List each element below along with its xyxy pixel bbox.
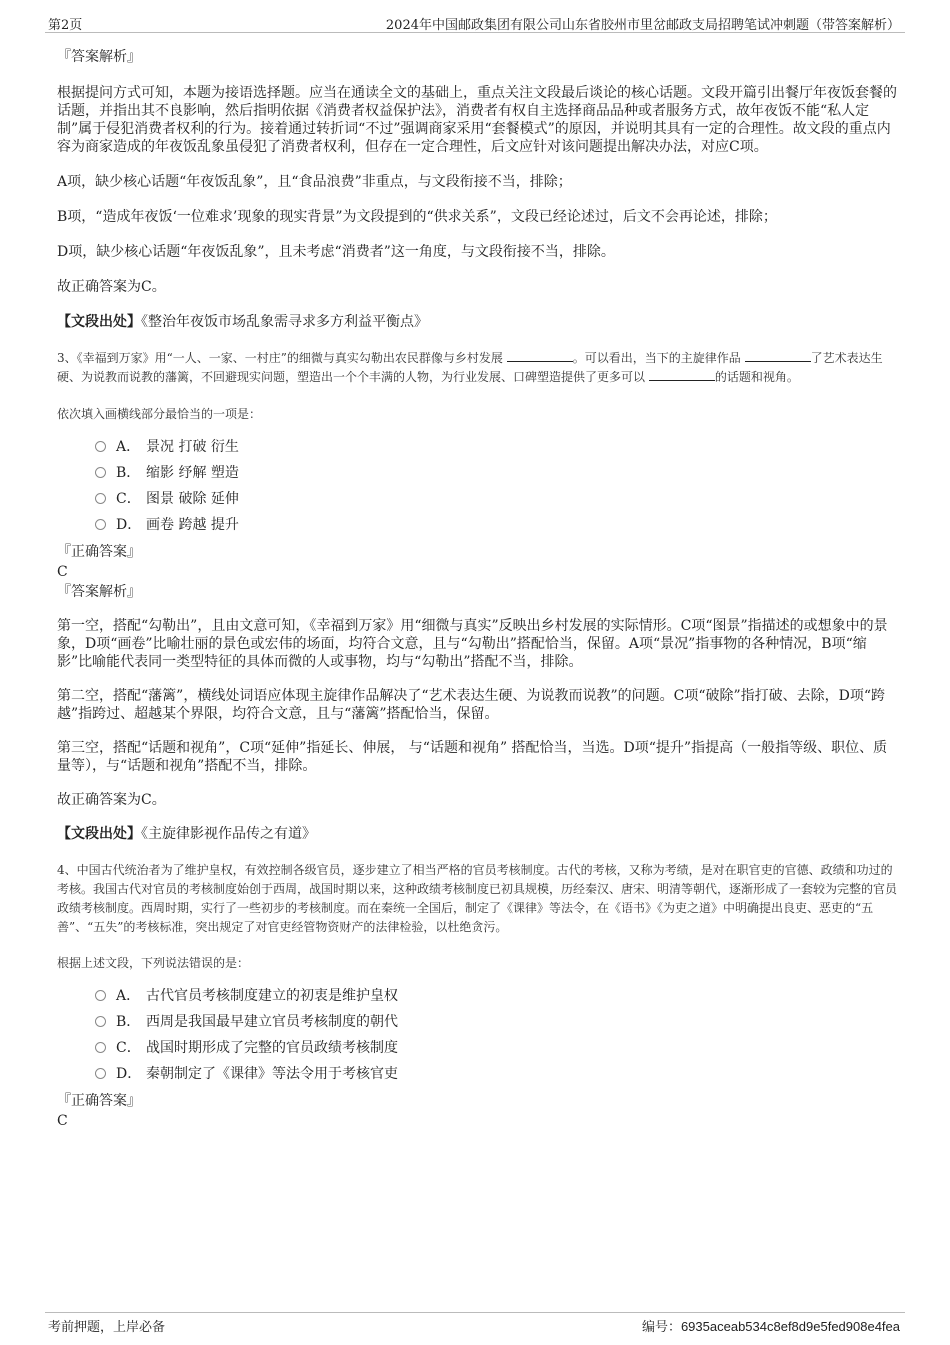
q2-analysis-d: D项，缺少核心话题“年夜饭乱象”，且未考虑“消费者”这一角度，与文段衔接不当，排除。 [57,244,615,260]
q3-options [57,434,897,538]
radio-icon[interactable] [95,441,106,452]
q4-options [57,983,897,1087]
q4-instruction: 根据上述文段，下列说法错误的是： [57,956,250,970]
q2-analysis-tag: 『答案解析』 [57,49,141,65]
q3-blank-1 [507,349,573,362]
q2-source-title: 《整治年夜饭市场乱象需寻求多方利益平衡点》 [141,314,428,330]
footer-code-label: 编号： [641,1320,681,1335]
radio-icon[interactable] [95,519,106,530]
q2-analysis-b: B项，“造成年夜饭‘一位难求’现象的现实背景”为文段提到的“供求关系”，文段已经论述过，后文不会再论述，排除； [57,209,777,225]
page-footer [45,1312,905,1333]
radio-icon[interactable] [95,1016,106,1027]
radio-icon[interactable] [95,1068,106,1079]
q4-answer-tag: 『正确答案』 [57,1093,141,1109]
q2-source [57,313,897,331]
q4-option-d[interactable]: D． 秦朝制定了《课律》等法令用于考核官吏 [95,1061,897,1087]
q4-question: 4、中国古代统治者为了维护皇权，有效控制各级官员，逐步建立了相当严格的官员考核制度。古代的考核，又称为考绩，是对在职官吏的官德、政绩和功过的考核。我国古代对官员的考核制度始创于西周，战国时期以来，这种政绩考核制度已初具规模，历经秦汉、唐宋、明清等朝代，逐渐形成了一套较为完整的官员政绩考核制度。西周时期，实行了一些初步的考核制度。而在秦统一全国后，制定了《课律》等法令，在《语书》《为吏之道》中明确提出良吏、恶吏的“五善”、“五失”的考核标准，突出规定了对官吏经管物资财产的法律检验，以杜绝贪污。 [57,863,898,934]
q3-text-4: 的话题和视角。 [714,370,799,384]
q4-option-c[interactable]: C． 战国时期形成了完整的官员政绩考核制度 [95,1035,897,1061]
q3-text-3: 了艺术表达生硬、为说教而说教的藩篱，不回避现实问题，塑造出一个个丰满的人物，为行业发展、口碑塑造提供了更多可以 [57,351,883,384]
q4-option-b[interactable]: B． 西周是我国最早建立官员考核制度的朝代 [95,1009,897,1035]
q3-analysis-p1: 第一空，搭配“勾勒出”，且由文意可知，《幸福到万家》用“细微与真实”反映出乡村发展的实际情形。C项“图景”指描述的或想象中的景象，D项“画卷”比喻壮丽的景色或宏伟的场面，均符合文意，且与“勾勒出”搭配恰当，保留。A项“景况”指事物的各种情况，B项“缩影”比喻能代表同一类型特征的具体而微的人或事物，均与“勾勒出”搭配不当，排除。 [57,618,888,670]
page-number: 第2页 [48,18,83,33]
q4-option-a[interactable]: A． 古代官员考核制度建立的初衷是维护皇权 [95,983,897,1009]
q2-conclusion: 故正确答案为C。 [57,279,166,295]
q3-question [57,349,897,387]
q3-source-title: 《主旋律影视作品传之有道》 [141,826,316,842]
q3-option-b[interactable]: B． 缩影 纾解 塑造 [95,460,897,486]
q3-analysis-p3: 第三空，搭配“话题和视角”，C项“延伸”指延长、伸展， 与“话题和视角” 搭配恰当，当选。D项“提升”指提高（一般指等级、职位、质量等），与“话题和视角”搭配不当，排除。 [57,740,888,774]
q3-text-1: 3、《幸福到万家》用“一人、一家、一村庄”的细微与真实勾勒出农民群像与乡村发展 [57,351,503,365]
document-title: 2024年中国邮政集团有限公司山东省胶州市里岔邮政支局招聘笔试冲刺题（带答案解析） [385,18,900,33]
footer-code-value: 6935aceab534c8ef8d9e5fed908e4fea [680,1319,900,1334]
document-body [57,45,897,1131]
q3-instruction: 依次填入画横线部分最恰当的一项是： [57,407,262,421]
q3-analysis-tag: 『答案解析』 [57,584,141,600]
page-header [45,12,905,33]
q3-answer-tag: 『正确答案』 [57,544,141,560]
radio-icon[interactable] [95,1042,106,1053]
q3-conclusion: 故正确答案为C。 [57,792,166,808]
q3-option-a[interactable]: A． 景况 打破 衍生 [95,434,897,460]
q3-blank-2 [745,349,811,362]
radio-icon[interactable] [95,990,106,1001]
q3-source-label: 【文段出处】 [57,826,141,842]
radio-icon[interactable] [95,493,106,504]
q3-source [57,825,897,843]
footer-slogan: 考前押题，上岸必备 [48,1320,166,1335]
footer-code [642,1316,900,1335]
q2-analysis-p1: 根据提问方式可知，本题为接语选择题。应当在通读全文的基础上，重点关注文段最后谈论的核心话题。文段开篇引出餐厅年夜饭套餐的话题，并指出其不良影响，然后指明依据《消费者权益保护法》，消费者有权自主选择商品品种或者服务方式，故年夜饭不能“私人定制”属于侵犯消费者权利的行为。接着通过转折词“不过”强调商家采用“套餐模式”的原因，并说明其具有一定的合理性。故文段的重点内容为商家造成的年夜饭乱象虽侵犯了消费者权利，但存在一定合理性，后文应针对该问题提出解决办法，对应C项。 [57,85,897,155]
q3-option-d[interactable]: D． 画卷 跨越 提升 [95,512,897,538]
q3-text-2: 。可以看出，当下的主旋律作品 [572,351,741,365]
q3-blank-3 [649,368,715,381]
q3-option-c[interactable]: C． 图景 破除 延伸 [95,486,897,512]
q2-analysis-a: A项，缺少核心话题“年夜饭乱象”，且“食品浪费”非重点，与文段衔接不当，排除； [57,174,572,190]
radio-icon[interactable] [95,467,106,478]
q3-answer: C [57,564,68,580]
q3-analysis-p2: 第二空，搭配“藩篱”，横线处词语应体现主旋律作品解决了“艺术表达生硬、为说教而说教”的问题。C项“破除”指打破、去除，D项“跨越”指跨过、超越某个界限，均符合文意，且与“藩篱”搭配恰当，保留。 [57,688,886,722]
q2-source-label: 【文段出处】 [57,314,141,330]
q4-answer: C [57,1113,68,1129]
